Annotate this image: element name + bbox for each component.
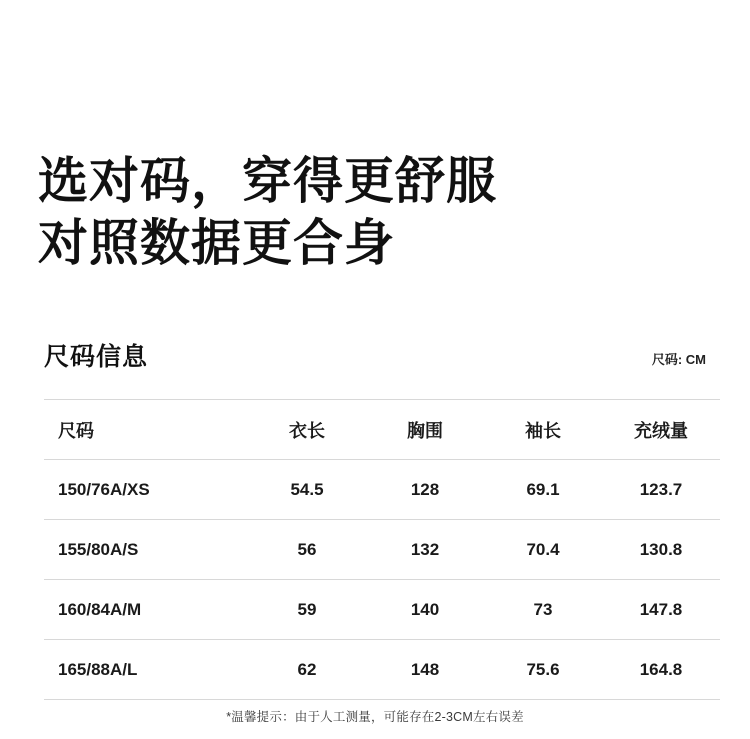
cell-bust: 128 <box>366 460 484 520</box>
cell-size: 150/76A/XS <box>44 460 248 520</box>
cell-size: 160/84A/M <box>44 580 248 640</box>
cell-length: 62 <box>248 640 366 700</box>
headline-block <box>38 150 718 274</box>
cell-sleeve: 75.6 <box>484 640 602 700</box>
headline-line-2: 对照数据更合身 <box>38 215 395 271</box>
cell-bust: 148 <box>366 640 484 700</box>
cell-sleeve: 73 <box>484 580 602 640</box>
table-row <box>44 460 720 520</box>
cell-sleeve: 69.1 <box>484 460 602 520</box>
cell-down-fill: 130.8 <box>602 520 720 580</box>
column-header-sleeve: 袖长 <box>484 400 602 460</box>
headline-line-1: 选对码，穿得更舒服 <box>38 153 497 209</box>
cell-length: 54.5 <box>248 460 366 520</box>
table-row <box>44 520 720 580</box>
cell-sleeve: 70.4 <box>484 520 602 580</box>
column-header-size: 尺码 <box>44 400 248 460</box>
section-header <box>44 337 706 371</box>
cell-length: 59 <box>248 580 366 640</box>
cell-bust: 132 <box>366 520 484 580</box>
cell-size: 165/88A/L <box>44 640 248 700</box>
cell-length: 56 <box>248 520 366 580</box>
measurement-disclaimer: *温馨提示：由于人工测量，可能存在2-3CM左右误差 <box>226 710 524 724</box>
section-title: 尺码信息 <box>44 343 149 371</box>
unit-note: 尺码: CM <box>651 352 706 367</box>
cell-down-fill: 147.8 <box>602 580 720 640</box>
cell-bust: 140 <box>366 580 484 640</box>
table-row <box>44 580 720 640</box>
table-header-row <box>44 400 720 460</box>
size-table <box>44 399 720 700</box>
cell-size: 155/80A/S <box>44 520 248 580</box>
column-header-bust: 胸围 <box>366 400 484 460</box>
column-header-down-fill: 充绒量 <box>602 400 720 460</box>
cell-down-fill: 164.8 <box>602 640 720 700</box>
column-header-length: 衣长 <box>248 400 366 460</box>
cell-down-fill: 123.7 <box>602 460 720 520</box>
table-row <box>44 640 720 700</box>
